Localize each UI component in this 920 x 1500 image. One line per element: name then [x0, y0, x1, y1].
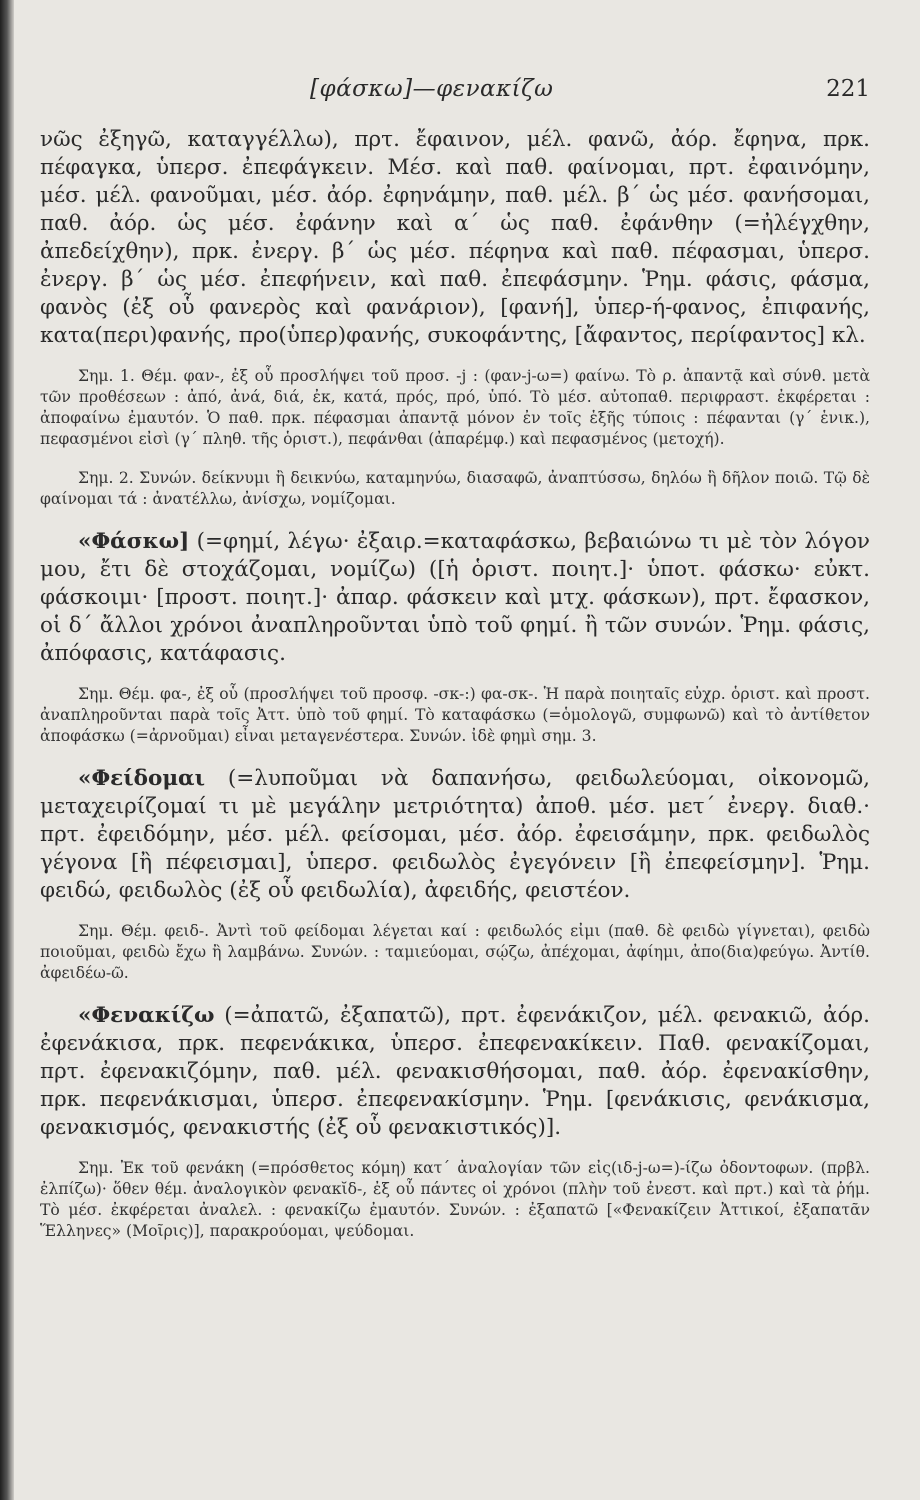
headword: «Φενακίζω: [78, 1003, 215, 1028]
entry-text: (=ἀπατῶ, ἐξαπατῶ), πρτ. ἐφενάκιζον, μέλ. φενακιῶ, ἀόρ. ἐφενάκισα, πρκ. πεφενάκικα, ὑπερσ. ἐπεφενακίκειν. Παθ. φενακίζομαι, πρτ. ἐφενακιζόμην, παθ. μέλ. φενακισθήσομαι, παθ. ἀόρ. ἐφενακίσθην, πρκ. πεφενάκισμαι, ὑπερσ. ἐπεφενακίσμην. Ῥημ. [φενάκισις, φενάκισμα, φενακισμός, φενακιστής (ἐξ οὗ φενακιστικός)].: [40, 1003, 870, 1140]
entry-note: [40, 468, 870, 510]
note-text: Σημ. 2. Συνών. δείκνυμι ἢ δεικνύω, καταμηνύω, διασαφῶ, ἀναπτύσσω, δηλόω ἢ δῆλον ποιῶ. Τῷ δὲ φαίνομαι τά : ἀνατέλλω, ἀνίσχω, νομίζομαι.: [40, 469, 870, 508]
entry-faskw: [40, 528, 870, 668]
headword: «Φείδομαι: [78, 766, 206, 791]
entry-feidomai: [40, 765, 870, 905]
page-header: [40, 54, 870, 102]
note-text: Σημ. 1. Θέμ. φαν-, ἐξ οὗ προσλήψει τοῦ προσ. -j : (φαν-j-ω=) φαίνω. Τὸ ρ. ἀπαντᾷ καὶ σύνθ. μετὰ τῶν προθέσεων : ἀπό, ἀνά, διά, ἐκ, κατά, πρός, πρό, ὑπό. Τὸ μέσ. αὐτοπαθ. περιφραστ. ἐκφέρεται : ἀποφαίνω ἐμαυτόν. Ὁ παθ. πρκ. πέφασμαι ἀπαντᾷ μόνον ἐν τοῖς ἑξῆς τύποις : πέφανται (γ΄ ἑνικ.), πεφασμένοι εἰσὶ (γ΄ πληθ. τῆς ὁριστ.), πεφάνθαι (ἀπαρέμφ.) καὶ πεφασμένος (μετοχή).: [40, 367, 870, 448]
page-number: 221: [826, 76, 870, 102]
headword: «Φάσκω]: [78, 529, 190, 554]
note-text: Σημ. Θέμ. φα-, ἐξ οὗ (προσλήψει τοῦ προσφ. -σκ-:) φα-σκ-. Ἡ παρὰ ποιηταῖς εὐχρ. ὁριστ. καὶ προστ. ἀναπληροῦνται παρὰ τοῖς Ἀττ. ὑπὸ τοῦ φημί. Τὸ καταφάσκω (=ὁμολογῶ, συμφωνῶ) καὶ τὸ ἀντίθετον ἀποφάσκω (=ἀρνοῦμαι) εἶναι μεταγενέστερα. Συνών. ἰδὲ φημὶ σημ. 3.: [40, 685, 870, 745]
running-head: [φάσκω]—φενακίζω: [310, 76, 554, 102]
entry-note: [40, 366, 870, 450]
entry-text: (=λυποῦμαι νὰ δαπανήσω, φειδωλεύομαι, οἰκονομῶ, μεταχειρίζομαί τι μὲ μεγάλην μετριότητα) ἀποθ. μέσ. μετ΄ ἐνεργ. διαθ.· πρτ. ἐφειδόμην, μέσ. μέλ. φείσομαι, μέσ. ἀόρ. ἐφεισάμην, πρκ. φειδωλὸς γέγονα [ἢ πέφεισμαι], ὑπερσ. φειδωλὸς ἐγεγόνειν [ἢ ἐπεφείσμην]. Ῥημ. φειδώ, φειδωλὸς (ἐξ οὗ φειδωλία), ἀφειδής, φειστέον.: [40, 766, 870, 903]
entry-note: [40, 1158, 870, 1242]
entry-fenakizw: [40, 1002, 870, 1142]
dictionary-page: [40, 54, 870, 1474]
page-body: [40, 126, 870, 1474]
entry-text: (=φημί, λέγω· ἐξαιρ.=καταφάσκω, βεβαιώνω τι μὲ τὸν λόγον μου, ἔτι δὲ στοχάζομαι, νομίζω) ([ἡ ὁριστ. ποιητ.]· ὑποτ. φάσκω· εὐκτ. φάσκοιμι· [προστ. ποιητ.]· ἀπαρ. φάσκειν καὶ μτχ. φάσκων), πρτ. ἔφασκον, οἱ δ΄ ἄλλοι χρόνοι ἀναπληροῦνται ὑπὸ τοῦ φημί. ἢ τῶν συνών. Ῥημ. φάσις, ἀπόφασις, κατάφασις.: [40, 529, 870, 666]
entry-note: [40, 921, 870, 984]
note-text: Σημ. Θέμ. φειδ-. Ἀντὶ τοῦ φείδομαι λέγεται καί : φειδωλός εἰμι (παθ. δὲ φειδὼ γίγνεται), φειδὼ ποιοῦμαι, φειδὼ ἔχω ἢ λαμβάνω. Συνών. : ταμιεύομαι, σῴζω, ἀπέχομαι, ἀφίημι, ἀπο(δια)φεύγω. Ἀντίθ. ἀφειδέω-ῶ.: [40, 922, 870, 982]
entry-note: [40, 684, 870, 747]
entry-continuation-text: νῶς ἐξηγῶ, καταγγέλλω), πρτ. ἔφαινον, μέλ. φανῶ, ἀόρ. ἔφηνα, πρκ. πέφαγκα, ὑπερσ. ἐπεφάγκειν. Μέσ. καὶ παθ. φαίνομαι, πρτ. ἐφαινόμην, μέσ. μέλ. φανοῦμαι, μέσ. ἀόρ. ἐφηνάμην, παθ. μέλ. β΄ ὡς μέσ. φανήσομαι, παθ. ἀόρ. ὡς μέσ. ἐφάνην καὶ α΄ ὡς παθ. ἐφάνθην (=ἠλέγχθην, ἀπεδείχθην), πρκ. ἐνεργ. β΄ ὡς μέσ. πέφηνα καὶ παθ. πέφασμαι, ὑπερσ. ἐνεργ. β΄ ὡς μέσ. ἐπεφήνειν, καὶ παθ. ἐπεφάσμην. Ῥημ. φάσις, φάσμα, φανὸς (ἐξ οὗ φανερὸς καὶ φανάριον), [φανή], ὑπερ-ή-φανος, ἐπιφανής, κατα(περι)φανής, προ(ὑπερ)φανής, συκοφάντης, [ἄφαντος, περίφαντος] κλ.: [40, 127, 870, 348]
note-text: Σημ. Ἐκ τοῦ φενάκη (=πρόσθετος κόμη) κατ΄ ἀναλογίαν τῶν εἰς(ιδ-j-ω=)-ίζω ὀδοντοφων. (πρβλ. ἐλπίζω)· ὅθεν θέμ. ἀναλογικὸν φενακῐδ-, ἐξ οὗ πάντες οἱ χρόνοι (πλὴν τοῦ ἐνεστ. καὶ πρτ.) καὶ τὰ ῥήμ. Τὸ μέσ. ἐκφέρεται ἀναλελ. : φενακίζω ἐμαυτόν. Συνών. : ἐξαπατῶ [«Φενακίζειν Ἀττικοί, ἐξαπατᾶν Ἕλληνες» (Μοῖρις)], παρακρούομαι, ψεύδομαι.: [40, 1159, 870, 1240]
scan-edge: [0, 0, 14, 1500]
